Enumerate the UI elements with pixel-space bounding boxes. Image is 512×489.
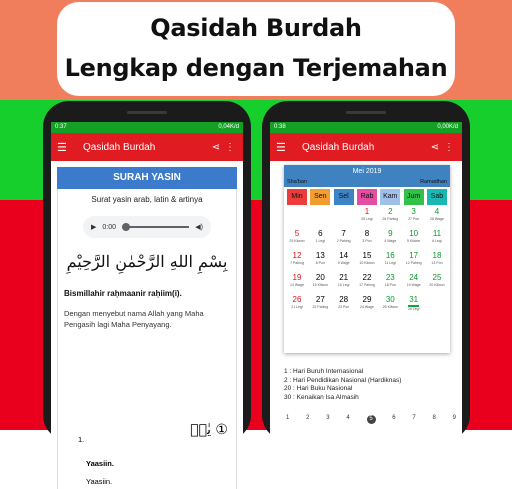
phone-speaker xyxy=(127,111,167,114)
calendar-day[interactable] xyxy=(427,229,447,251)
calendar-day-number: 21 xyxy=(339,273,349,282)
calendar-day[interactable] xyxy=(310,273,330,295)
holiday-item: 2 : Hari Pendidikan Nasional (Hardiknas) xyxy=(284,376,402,384)
calendar-day-pasaran: 18 Pon xyxy=(384,283,396,287)
calendar-month: Mei 2019 xyxy=(352,168,382,175)
calendar-day xyxy=(334,207,354,229)
calendar-day xyxy=(310,207,330,229)
arabic-basmalah: بِسْمِ اللهِ الرَّحْمٰنِ الرَّحِيْمِ xyxy=(66,252,228,271)
weekday-label: Rab xyxy=(357,189,377,205)
calendar-day[interactable] xyxy=(287,251,307,273)
status-bar xyxy=(51,122,243,133)
calendar-day-number: 17 xyxy=(409,251,419,260)
calendar-day[interactable] xyxy=(310,295,330,317)
status-speed: 0,00K/d xyxy=(437,124,458,130)
play-icon[interactable]: ▶ xyxy=(91,224,97,231)
calendar-grid xyxy=(284,207,450,317)
calendar-day-pasaran: 14 Wage xyxy=(290,283,304,287)
audio-seekbar[interactable] xyxy=(122,226,189,228)
phone-speaker xyxy=(346,111,386,114)
calendar-day-number: 15 xyxy=(362,251,372,260)
promo-title-line1: Qasidah Burdah xyxy=(150,14,362,42)
calendar-day[interactable] xyxy=(404,229,424,251)
app-bar xyxy=(270,133,462,161)
calendar-day-pasaran: 20 Kliwon xyxy=(429,283,445,287)
verse-number: 1. xyxy=(78,435,85,444)
calendar-day-number: 30 xyxy=(385,295,395,304)
calendar-day-pasaran: 23 Pon xyxy=(338,305,350,309)
calendar-day[interactable] xyxy=(287,229,307,251)
calendar-day[interactable] xyxy=(357,251,377,273)
calendar-day[interactable] xyxy=(357,295,377,317)
phone-left xyxy=(43,101,251,486)
hamburger-menu-icon[interactable]: ☰ xyxy=(57,141,67,154)
calendar-day-pasaran: 16 Legi xyxy=(337,283,350,287)
calendar-day[interactable] xyxy=(427,251,447,273)
calendar-day-pasaran: 27 Pon xyxy=(408,217,420,221)
calendar-day-number: 5 xyxy=(294,229,300,238)
share-icon[interactable]: ⋖ xyxy=(430,141,440,153)
calendar-day-pasaran: 9 Wage xyxy=(337,261,350,265)
calendar-day xyxy=(427,295,447,317)
calendar-day-pasaran: 6 Legi xyxy=(432,239,442,243)
calendar-day-number: 23 xyxy=(385,273,395,282)
page-number[interactable]: 3 xyxy=(326,415,330,421)
calendar-day-pasaran: 5 Kliwon xyxy=(407,239,421,243)
calendar-day[interactable] xyxy=(427,273,447,295)
phone-right-screen xyxy=(270,122,462,452)
calendar-day-pasaran: 3 Pon xyxy=(362,239,372,243)
calendar-day-pasaran: 21 Legi xyxy=(291,305,303,309)
calendar-day[interactable] xyxy=(380,229,400,251)
calendar-day[interactable] xyxy=(404,207,424,229)
audio-player[interactable] xyxy=(83,216,211,238)
calendar-week xyxy=(287,207,447,229)
promo-title-line2: Lengkap dengan Terjemahan xyxy=(64,54,448,82)
weekday-label: Min xyxy=(287,189,307,205)
weekday-label: Sen xyxy=(310,189,330,205)
holiday-item: 30 : Kenaikan Isa Almasih xyxy=(284,393,359,401)
calendar-day[interactable] xyxy=(404,251,424,273)
calendar-day[interactable] xyxy=(334,229,354,251)
weekday-label: Jum xyxy=(404,189,424,205)
audio-time: 0:00 xyxy=(102,223,117,231)
calendar-day-number: 31 xyxy=(404,295,424,307)
hijri-month-start: Sha'ban xyxy=(287,179,308,185)
calendar-day-pasaran: 8 Pon xyxy=(315,261,325,265)
status-bar xyxy=(270,122,462,133)
calendar-day-number: 24 xyxy=(409,273,419,282)
calendar-day-number: 11 xyxy=(432,229,442,238)
calendar-day-number: 22 xyxy=(362,273,372,282)
surah-subtitle: Surat yasin arab, latin & artinya xyxy=(91,195,203,204)
calendar-day-number: 13 xyxy=(315,251,325,260)
calendar-day-pasaran: 25 Legi xyxy=(361,217,373,221)
hamburger-menu-icon[interactable]: ☰ xyxy=(276,141,286,154)
holiday-item: 20 : Hari Buku Nasional xyxy=(284,385,353,392)
hijri-month-end: Ramadhan xyxy=(420,179,447,185)
app-bar xyxy=(51,133,243,161)
calendar-day[interactable] xyxy=(380,251,400,273)
calendar-day[interactable] xyxy=(357,273,377,295)
calendar-day-number: 12 xyxy=(292,251,302,260)
calendar-day-number: 4 xyxy=(434,207,440,216)
verse-arabic: يٰسۤ ① xyxy=(190,422,228,438)
weekday-row xyxy=(284,187,450,207)
calendar-day-pasaran: 19 Wage xyxy=(406,283,421,287)
calendar-day-number: 1 xyxy=(364,207,370,216)
calendar-day[interactable] xyxy=(310,251,330,273)
page-number[interactable]: 5 xyxy=(367,415,376,424)
calendar-day-pasaran: 2 Pahing xyxy=(336,239,351,243)
status-speed: 0,04K/d xyxy=(218,124,239,130)
calendar-day-pasaran: 4 Wage xyxy=(384,239,397,243)
calendar-day-pasaran: 22 Pahing xyxy=(312,305,329,309)
calendar-day-number: 26 xyxy=(292,295,302,304)
calendar-week xyxy=(287,251,447,273)
calendar-day-pasaran: 25 Kliwon xyxy=(382,305,398,309)
calendar-day xyxy=(287,207,307,229)
calendar-day-number: 14 xyxy=(339,251,349,260)
promo-title-card xyxy=(57,2,455,96)
page-indicator xyxy=(286,415,456,424)
calendar-day-number: 10 xyxy=(409,229,419,238)
holiday-item: 1 : Hari Buruh Internasional xyxy=(284,368,364,375)
calendar-week xyxy=(287,295,447,317)
calendar-day-number: 8 xyxy=(364,229,370,238)
calendar-day-pasaran: 17 Pahing xyxy=(359,283,375,287)
calendar-day[interactable] xyxy=(380,273,400,295)
calendar-day[interactable] xyxy=(357,207,377,229)
status-time: 0:37 xyxy=(55,124,67,130)
calendar-day-number: 20 xyxy=(315,273,325,282)
holiday-list xyxy=(284,368,401,402)
calendar-header xyxy=(284,165,450,187)
calendar-day-pasaran: 15 Kliwon xyxy=(312,283,328,287)
calendar-day-number: 29 xyxy=(362,295,372,304)
calendar-day-pasaran: 24 Wage xyxy=(360,305,374,309)
bismillah-latin: Bismillahir raḥmaanir raḥiim(i). xyxy=(64,289,182,298)
calendar-day-number: 16 xyxy=(385,251,395,260)
calendar-day-number: 28 xyxy=(339,295,349,304)
calendar-day-pasaran: 10 Kliwon xyxy=(359,261,375,265)
weekday-label: Sab xyxy=(427,189,447,205)
page-number[interactable]: 7 xyxy=(412,415,416,421)
page-number[interactable]: 2 xyxy=(306,415,310,421)
calendar-day-number: 3 xyxy=(411,207,416,216)
calendar-day-number: 18 xyxy=(432,251,442,260)
app-title: Qasidah Burdah xyxy=(302,141,375,153)
volume-icon[interactable]: ◀) xyxy=(195,224,203,231)
calendar-card xyxy=(284,165,450,353)
calendar-day-pasaran: 26 Legi xyxy=(407,307,420,311)
calendar-day-pasaran: 11 Legi xyxy=(384,261,396,265)
calendar-day[interactable] xyxy=(287,295,307,317)
calendar-day[interactable] xyxy=(404,273,424,295)
more-vert-icon[interactable]: ⋮ xyxy=(225,141,235,153)
calendar-day[interactable] xyxy=(404,295,424,317)
calendar-day-pasaran: 13 Pon xyxy=(431,261,443,265)
calendar-day-number: 7 xyxy=(341,229,346,238)
app-title: Qasidah Burdah xyxy=(83,141,156,153)
bismillah-translation: Dengan menyebut nama Allah yang Maha Pengasih lagi Maha Penyayang. xyxy=(64,309,204,329)
calendar-day-pasaran: 12 Pahing xyxy=(405,261,422,265)
calendar-day[interactable] xyxy=(310,229,330,251)
calendar-day-number: 27 xyxy=(315,295,325,304)
calendar-day-number: 9 xyxy=(388,229,393,238)
calendar-day-number: 25 xyxy=(432,273,442,282)
calendar-day-pasaran: 26 Pahing xyxy=(382,217,399,221)
phone-right xyxy=(262,101,470,441)
page-number[interactable]: 6 xyxy=(392,415,396,421)
calendar-day[interactable] xyxy=(380,207,400,229)
calendar-day[interactable] xyxy=(334,295,354,317)
calendar-day-number: 19 xyxy=(292,273,302,282)
page-number[interactable]: 8 xyxy=(432,415,436,421)
surah-document xyxy=(57,189,237,489)
calendar-day[interactable] xyxy=(380,295,400,317)
calendar-day-number: 6 xyxy=(318,229,323,238)
status-time: 0:38 xyxy=(274,124,286,130)
calendar-week xyxy=(287,229,447,251)
calendar-day-pasaran: 1 Legi xyxy=(315,239,326,243)
calendar-day[interactable] xyxy=(357,229,377,251)
calendar-day[interactable] xyxy=(334,273,354,295)
more-vert-icon[interactable]: ⋮ xyxy=(444,141,454,153)
calendar-week xyxy=(287,273,447,295)
weekday-label: Sel xyxy=(334,189,354,205)
calendar-day-pasaran: 7 Pahing xyxy=(290,261,304,265)
calendar-day[interactable] xyxy=(427,207,447,229)
page-number[interactable]: 1 xyxy=(286,415,290,421)
surah-heading: SURAH YASIN xyxy=(57,167,237,189)
calendar-day-number: 2 xyxy=(388,207,393,216)
calendar-day[interactable] xyxy=(334,251,354,273)
verse-latin: Yaasiin. xyxy=(86,459,114,468)
share-icon[interactable]: ⋖ xyxy=(211,141,221,153)
page-number[interactable]: 9 xyxy=(452,415,456,421)
page-number[interactable]: 4 xyxy=(346,415,350,421)
phone-left-screen xyxy=(51,122,243,486)
verse-translation: Yaasiin. xyxy=(86,477,113,486)
calendar-day-pasaran: 28 Wage xyxy=(430,217,444,221)
calendar-day-pasaran: 29 Kliwon xyxy=(289,239,305,243)
calendar-day[interactable] xyxy=(287,273,307,295)
weekday-label: Kam xyxy=(380,189,400,205)
